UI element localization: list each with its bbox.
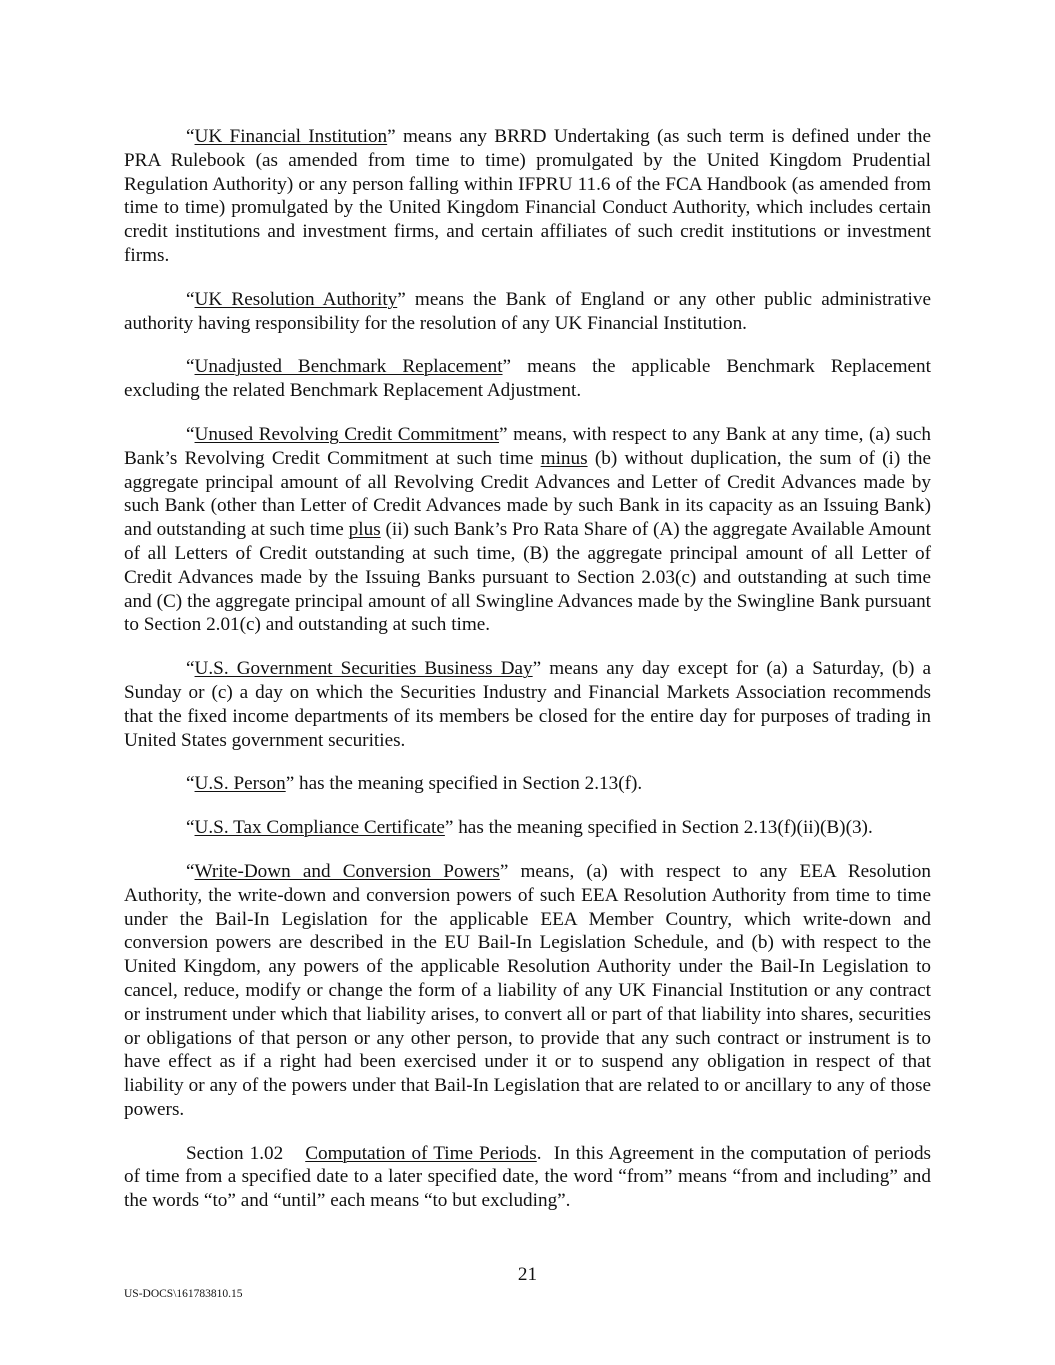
defined-term: Unadjusted Benchmark Replacement	[194, 356, 503, 378]
definition-text: means the applicable Benchmark Replacement excluding the related Benchmark Replacement Adjustment.	[124, 356, 931, 402]
definition-write-down-and-conversion-powers	[124, 860, 931, 1122]
defined-term: Unused Revolving Credit Commitment	[194, 423, 500, 445]
close-quote: ”	[285, 773, 295, 795]
definition-us-government-securities-business-day	[124, 657, 931, 752]
close-quote: ”	[444, 817, 454, 839]
document-id: US-DOCS\161783810.15	[124, 1288, 243, 1300]
open-quote: “	[186, 773, 195, 795]
section-heading-punct: .	[536, 1142, 542, 1164]
open-quote: “	[186, 126, 195, 147]
definition-text: means the Bank of England or any other public administrative authority having responsibility for the resolution of any UK Financial Institution.	[124, 288, 931, 334]
page-number: 21	[517, 1264, 538, 1285]
open-quote: “	[186, 658, 195, 680]
close-quote: ”	[502, 356, 512, 378]
defined-term: U.S. Tax Compliance Certificate	[194, 817, 445, 839]
close-quote: ”	[499, 860, 509, 882]
definition-text: has the meaning specified in Section 2.13(f)(ii)(B)(3).	[453, 817, 873, 839]
definition-text: means any day except for (a) a Saturday, (b) a Sunday or (c) a day on which the Securities Industry and Financial Markets Association recommends that the fixed income departments of its members be closed for the entire day for purposes of trading in United States government securities.	[124, 658, 931, 751]
defined-term: U.S. Person	[194, 773, 286, 795]
open-quote: “	[186, 860, 195, 882]
definition-text: (ii) such Bank’s Pro Rata Share of (A) the aggregate Available Amount of all Letters of Credit outstanding at such time, (B) the aggregate principal amount of all Letter of Credit Advances made by the Issuing Banks pursuant to Section 2.03(c) and outstanding at such time and (C) the aggregate principal amount of all Swingline Advances made by the Swingline Bank pursuant to Section 2.01(c) and outstanding at such time.	[124, 519, 931, 636]
section-text: In this Agreement in the computation of periods of time from a specified date to a later specified date, the word “from” means “from and including” and the words “to” and “until” each means “to but excluding”.	[124, 1142, 936, 1212]
plus-term: plus	[348, 519, 381, 541]
defined-term: U.S. Government Securities Business Day	[194, 658, 533, 680]
definition-unused-revolving-credit-commitment	[124, 423, 931, 637]
section-heading: Computation of Time Periods	[305, 1142, 537, 1164]
definition-text: means any BRRD Undertaking (as such term is defined under the PRA Rulebook (as amended from time to time) promulgated by the United Kingdom Prudential Regulation Authority) or any person falling within IFPRU 11.6 of the FCA Handbook (as amended from time to time) promulgated by the United Kingdom Financial Conduct Authority, which includes certain credit institutions and investment firms, and certain affiliates of such credit institutions or investment firms.	[124, 126, 931, 266]
definition-us-person	[124, 772, 931, 796]
open-quote: “	[186, 817, 195, 839]
definition-text: has the meaning specified in Section 2.13(f).	[294, 773, 643, 795]
open-quote: “	[186, 288, 195, 310]
definition-text: (b) without duplication, the sum of (i) the aggregate principal amount of all Revolving Credit Advances and Letter of Credit Advances made by such Bank (other than Letter of Credit Advances made by such Bank in its capacity as an Issuing Bank) and outstanding at such time	[124, 447, 932, 541]
defined-term: UK Financial Institution	[194, 126, 388, 147]
close-quote: ”	[499, 423, 508, 445]
minus-term: minus	[540, 447, 588, 469]
section-number: Section 1.02	[186, 1142, 284, 1164]
page-body	[124, 125, 936, 1233]
close-quote: ”	[387, 126, 396, 147]
definition-uk-resolution-authority	[124, 288, 931, 336]
definition-text: means, with respect to any Bank at any time, (a) such Bank’s Revolving Credit Commitment at such time	[124, 423, 932, 469]
defined-term: UK Resolution Authority	[194, 288, 398, 310]
definition-us-tax-compliance-certificate	[124, 816, 931, 840]
open-quote: “	[186, 423, 195, 445]
open-quote: “	[186, 356, 195, 378]
definition-uk-financial-institution	[124, 125, 931, 268]
close-quote: ”	[532, 658, 542, 680]
section-1-02	[124, 1142, 936, 1213]
defined-term: Write-Down and Conversion Powers	[194, 860, 500, 882]
definition-text: means, (a) with respect to any EEA Resolution Authority, the write-down and conversion powers of such EEA Resolution Authority from time to time under the Bail-In Legislation for the applicable EEA Member Country, which write-down and conversion powers are described in the EU Bail-In Legislation Schedule, and (b) with respect to the United Kingdom, any powers of the applicable Resolution Authority under the Bail-In Legislation to cancel, reduce, modify or change the form of a liability of any UK Financial Institution or any contract or instrument under which that liability arises, to convert all or part of that liability into shares, securities or obligations of that person or any other person, to provide that any such contract or instrument is to have effect as if a right had been exercised under it or to suspend any obligation in respect of that liability or any of the powers under that Bail-In Legislation that are related to or ancillary to any of those powers.	[124, 860, 931, 1120]
definition-unadjusted-benchmark-replacement	[124, 355, 931, 403]
close-quote: ”	[397, 288, 406, 310]
